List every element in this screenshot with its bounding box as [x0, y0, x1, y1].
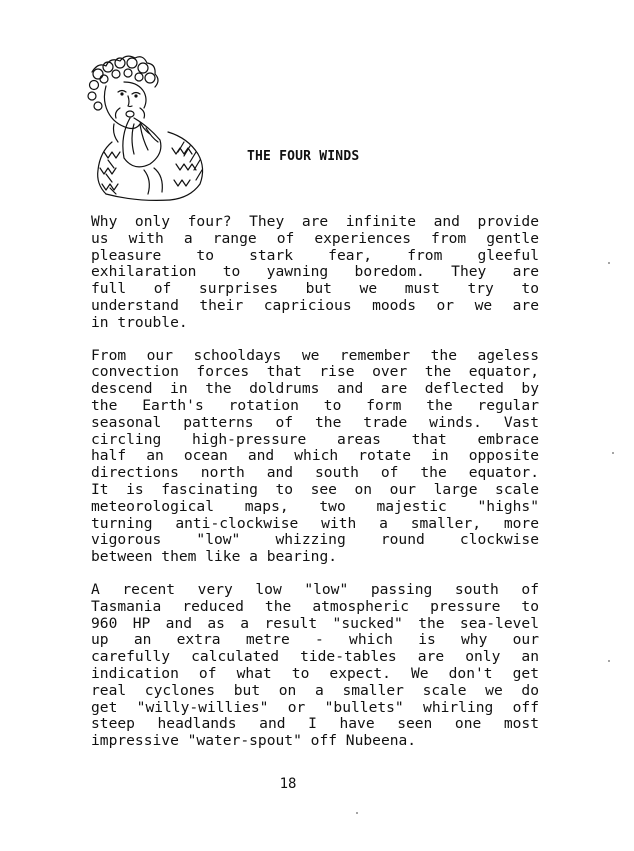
paragraph-1 — [91, 214, 539, 332]
text-line: vigorous "low" whizzing round clockwise — [91, 531, 539, 549]
text-line: in trouble. — [91, 313, 188, 331]
wind-blowing-cherub-face-icon — [84, 52, 214, 202]
paragraph-2 — [91, 348, 539, 566]
text-line: exhilaration to yawning boredom. They are — [91, 263, 539, 281]
text-line: impressive "water-spout" off Nubeena. — [91, 732, 417, 750]
text-line: full of surprises but we must try to — [91, 280, 539, 298]
text-line: indication of what to expect. We don't get — [91, 664, 539, 682]
text-line: half an ocean and which rotate in opposite — [91, 447, 539, 465]
text-line: the Earth's rotation to form the regular — [91, 396, 539, 414]
scan-speck — [612, 452, 614, 454]
text-line: us with a range of experiences from gentle — [91, 229, 539, 247]
text-line: Why only four? They are infinite and provide — [91, 213, 539, 230]
text-line: between them like a bearing. — [91, 548, 338, 566]
text-line: understand their capricious moods or we are — [91, 296, 539, 314]
text-line: It is fascinating to see on our large scale — [91, 480, 539, 498]
page-title: THE FOUR WINDS — [247, 149, 360, 164]
text-line: convection forces that rise over the equator, — [91, 363, 539, 381]
text-line: descend in the doldrums and are deflected by — [91, 380, 539, 398]
text-line: circling high-pressure areas that embrace — [91, 430, 539, 448]
text-line: pleasure to stark fear, from gleeful — [91, 246, 539, 264]
scan-speck — [608, 262, 610, 264]
text-line: up an extra metre - which is why our — [91, 631, 539, 649]
text-line: From our schooldays we remember the ageless — [91, 346, 539, 364]
text-line: real cyclones but on a smaller scale we do — [91, 681, 539, 699]
text-line: directions north and south of the equator. — [91, 464, 539, 482]
text-line: get "willy-willies" or "bullets" whirling off — [91, 698, 539, 716]
scan-speck — [356, 812, 358, 814]
page-number: 18 — [279, 776, 297, 792]
text-line: seasonal patterns of the trade winds. Vast — [91, 413, 539, 431]
paragraph-3 — [91, 582, 539, 750]
text-line: steep headlands and I have seen one most — [91, 715, 539, 733]
text-line: Tasmania reduced the atmospheric pressure to — [91, 597, 539, 615]
text-line: 960 HP and as a result "sucked" the sea-level — [91, 614, 539, 632]
text-line: turning anti-clockwise with a smaller, more — [91, 514, 539, 532]
text-line: meteorological maps, two majestic "highs" — [91, 497, 539, 515]
text-line: A recent very low "low" passing south of — [91, 580, 539, 598]
body-text — [91, 214, 539, 766]
scan-speck — [608, 660, 610, 662]
text-line: carefully calculated tide-tables are only an — [91, 648, 539, 666]
